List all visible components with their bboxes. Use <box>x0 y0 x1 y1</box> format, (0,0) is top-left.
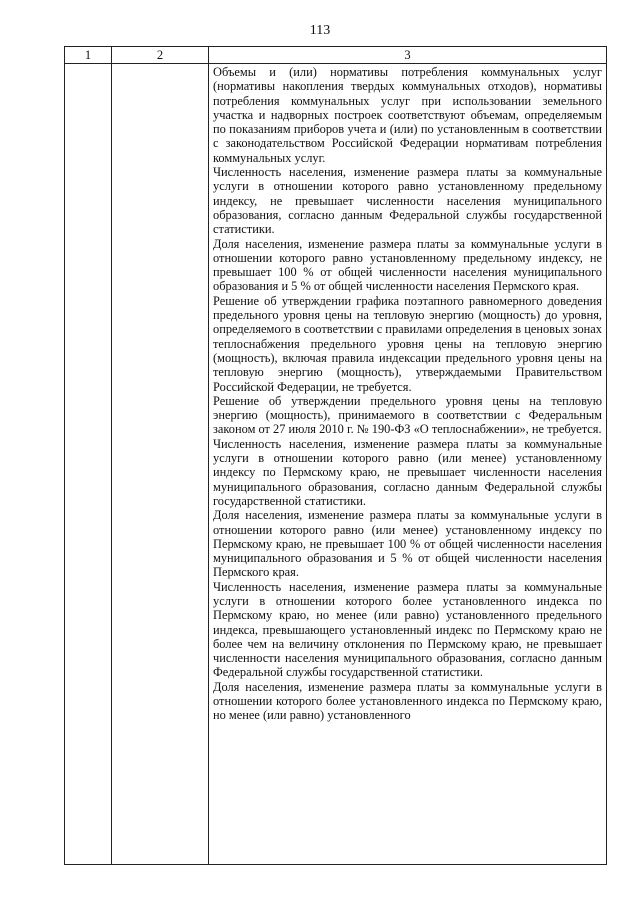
column-header-3: 3 <box>209 47 607 64</box>
paragraph: Численность населения, изменение размера платы за коммунальные услуги в отношении которого более установленного индекса по Пермскому краю, но менее (или равно) установленного предельного индекса, превышающего установленный индекс по Пермскому краю не более чем на величину отклонения по Пермскому краю, не превышает численности населения муниципального образования, согласно данным Федеральной службы государственной статистики. <box>213 579 602 680</box>
paragraph: Доля населения, изменение размера платы за коммунальные услуги в отношении которого равно (или менее) установленному индексу по Пермскому краю, не превышает 100 % от общей численности населения муниципального образования и 5 % от общей численности населения Пермского края. <box>213 508 602 580</box>
paragraph: Доля населения, изменение размера платы за коммунальные услуги в отношении которого равно установленному предельному индексу, не превышает 100 % от общей численности населения муниципального образования и 5 % от общей численности населения Пермского края. <box>213 236 602 294</box>
cell-column-2 <box>112 64 209 865</box>
paragraph: Объемы и (или) нормативы потребления коммунальных услуг (нормативы накопления твердых коммунальных отходов), нормативы потребления коммунальных услуг при использовании земельного участка и надворных построек соответствуют объемам, определяемым по показаниям приборов учета и (или) по установленным в соответствии с законодательством Российской Федерации нормативам потребления коммунальных услуг. <box>213 65 602 165</box>
page-number: 113 <box>309 23 331 38</box>
paragraph: Решение об утверждении предельного уровня цены на тепловую энергию (мощность), принимаемого в соответствии с Федеральным законом от 27 июля 2010 г. № 190-ФЗ «О теплоснабжении», не требуется. <box>213 393 602 437</box>
cell-column-1 <box>65 64 112 865</box>
paragraph: Численность населения, изменение размера платы за коммунальные услуги в отношении которого равно (или менее) установленному индексу по Пермскому краю, не превышает численности населения муниципального образования, согласно данным Федеральной службы государственной статистики. <box>213 436 602 508</box>
paragraph: Решение об утверждении графика поэтапного равномерного доведения предельного уровня цены на тепловую энергию (мощность) до уровня, определяемого в соответствии с правилами определения в ценовых зонах теплоснабжения предельного уровня цены на тепловую энергию (мощность), включая правила индексации предельного уровня цены на тепловую энергию (мощность), утверждаемыми Правительством Российской Федерации, не требуется. <box>213 293 602 394</box>
table-header-row <box>65 47 607 64</box>
cell-column-3 <box>209 64 607 865</box>
column-header-1: 1 <box>65 47 112 64</box>
paragraph: Численность населения, изменение размера платы за коммунальные услуги в отношении которого равно установленному предельному индексу, не превышает численности населения муниципального образования, согласно данным Федеральной службы государственной статистики. <box>213 165 602 237</box>
paragraph: Доля населения, изменение размера платы за коммунальные услуги в отношении которого более установленного индекса по Пермскому краю, но менее (или равно) установленного <box>213 679 602 723</box>
cell-text-block <box>209 64 606 723</box>
column-header-2: 2 <box>112 47 209 64</box>
document-table <box>64 46 607 865</box>
table-row <box>65 64 607 865</box>
